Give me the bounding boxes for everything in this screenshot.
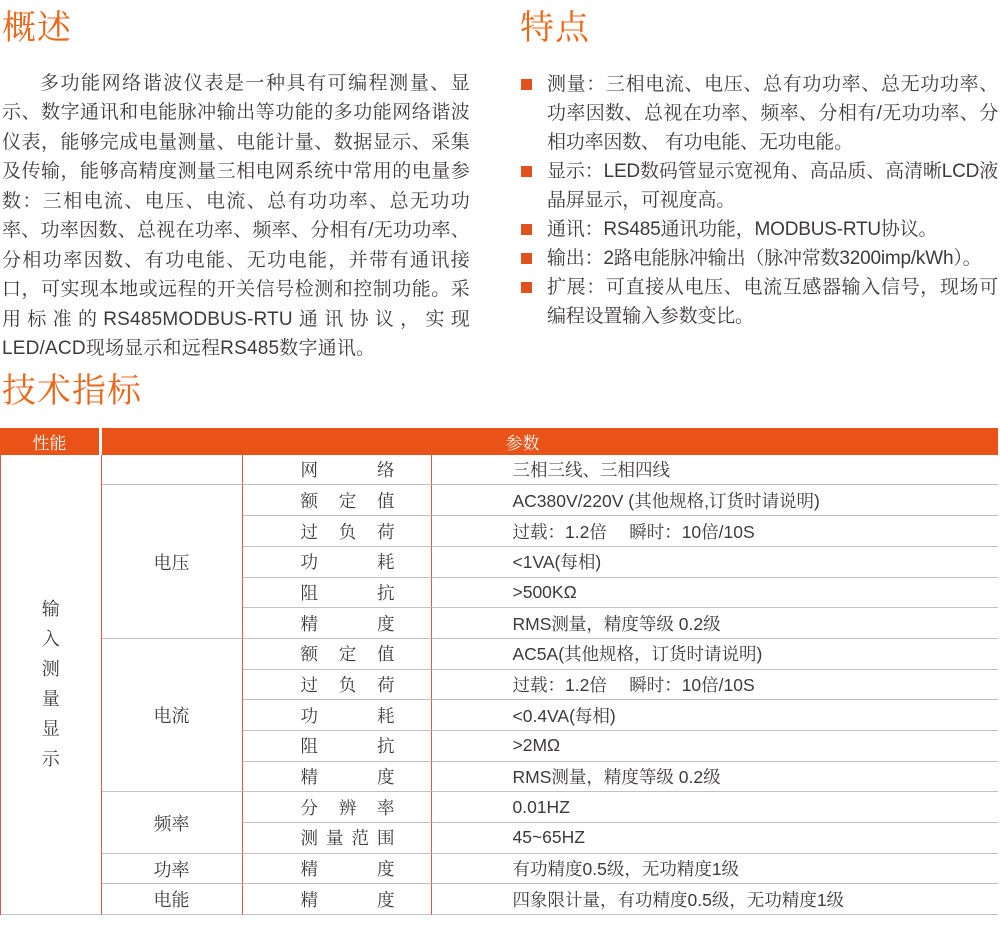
spec-table-header <box>0 428 998 455</box>
table-row <box>243 731 999 762</box>
param-label: 过负荷 <box>300 674 395 695</box>
value-cell <box>432 639 999 670</box>
param-label: 精度 <box>300 767 395 788</box>
features-title: 特点 <box>520 9 590 47</box>
table-row <box>243 700 999 731</box>
row-group-label-char: 输 <box>41 598 60 619</box>
specs-title: 技术指标 <box>2 372 142 410</box>
feature-item <box>520 157 998 215</box>
category-cell <box>102 485 243 638</box>
table-row <box>243 670 999 701</box>
param-cell <box>243 854 432 885</box>
value-text: 0.01HZ <box>512 796 570 817</box>
spec-rows <box>243 455 999 486</box>
param-label: 过负荷 <box>300 521 395 542</box>
param-cell <box>243 700 432 731</box>
param-label: 额定值 <box>300 644 395 665</box>
param-cell <box>243 547 432 578</box>
table-row <box>243 547 999 578</box>
category-label: 电流 <box>153 706 190 727</box>
spec-rows <box>243 884 999 915</box>
param-label: 功耗 <box>300 705 395 726</box>
param-cell <box>243 762 432 793</box>
param-label: 额定值 <box>300 490 395 511</box>
param-label: 精度 <box>300 889 395 910</box>
value-text: RMS测量，精度等级 0.2级 <box>512 613 721 634</box>
features-section <box>520 8 998 358</box>
row-group-cell <box>1 455 102 915</box>
category-cell <box>102 854 243 885</box>
feature-text: 测量：三相电流、电压、总有功功率、总无功功率、功率因数、总视在功率、频率、分相有/无功功率、分相功率因数、 有功电能、无功电能。 <box>547 73 998 153</box>
value-text: 有功精度0.5级，无功精度1级 <box>512 859 740 880</box>
param-label: 精度 <box>300 613 395 634</box>
param-cell <box>243 823 432 854</box>
param-cell <box>243 731 432 762</box>
bullet-square-icon <box>521 282 532 293</box>
value-cell <box>432 700 999 731</box>
row-group-label-char: 显 <box>41 718 60 739</box>
param-cell <box>243 670 432 701</box>
row-group-label-char: 量 <box>41 688 60 709</box>
param-label: 测量范围 <box>300 828 395 849</box>
category-label: 电能 <box>153 890 190 911</box>
spec-group <box>102 792 999 853</box>
spec-group <box>102 854 999 885</box>
param-cell <box>243 884 432 915</box>
category-label: 电压 <box>153 552 190 573</box>
value-text: AC5A(其他规格，订货时请说明) <box>512 644 763 665</box>
value-cell <box>432 608 999 639</box>
table-row <box>243 823 999 854</box>
value-cell <box>432 547 999 578</box>
table-row <box>243 455 999 486</box>
table-row <box>243 485 999 516</box>
feature-text: 输出：2路电能脉冲输出（脉冲常数3200imp/kWh）。 <box>547 247 982 269</box>
value-text: <0.4VA(每相) <box>512 705 616 726</box>
row-group-label-char: 入 <box>41 628 60 649</box>
header-cell-performance: 性能 <box>0 428 102 455</box>
spec-group <box>102 639 999 792</box>
param-cell <box>243 516 432 547</box>
value-text: 过载：1.2倍 瞬时：10倍/10S <box>512 674 755 695</box>
spec-rows <box>243 792 999 853</box>
value-cell <box>432 670 999 701</box>
feature-item <box>520 273 998 331</box>
feature-text: 显示：LED数码管显示宽视角、高品质、高清晰LCD液晶屏显示，可视度高。 <box>547 160 998 211</box>
category-cell <box>102 884 243 915</box>
value-cell <box>432 823 999 854</box>
overview-section <box>2 8 470 358</box>
param-label: 阻抗 <box>300 736 395 757</box>
value-text: 四象限计量，有功精度0.5级，无功精度1级 <box>512 889 845 910</box>
value-text: RMS测量，精度等级 0.2级 <box>512 767 721 788</box>
category-cell <box>102 792 243 853</box>
feature-text: 通讯：RS485通讯功能，MODBUS-RTU协议。 <box>547 218 938 240</box>
value-cell <box>432 485 999 516</box>
spec-table-body <box>0 455 998 915</box>
feature-text: 扩展：可直接从电压、电流互感器输入信号，现场可编程设置输入参数变比。 <box>547 276 998 327</box>
param-label: 分辨率 <box>300 797 395 818</box>
table-row <box>243 639 999 670</box>
param-label: 功耗 <box>300 552 395 573</box>
category-cell <box>102 639 243 792</box>
feature-item <box>520 244 998 273</box>
bullet-square-icon <box>521 79 532 90</box>
row-group-vertical-label <box>42 600 60 769</box>
feature-item <box>520 215 998 244</box>
value-text: 三相三线、三相四线 <box>512 460 670 481</box>
header-cell-parameters: 参数 <box>505 433 540 453</box>
value-cell <box>432 516 999 547</box>
specs-section <box>0 371 1000 915</box>
value-text: >2MΩ <box>512 735 561 756</box>
overview-title: 概述 <box>2 9 72 47</box>
row-group-label-char: 测 <box>41 658 60 679</box>
value-cell <box>432 884 999 915</box>
spec-group <box>102 884 999 915</box>
value-cell <box>432 762 999 793</box>
table-row <box>243 762 999 793</box>
spec-table <box>0 428 998 915</box>
spec-rows <box>243 639 999 792</box>
spec-group <box>102 455 999 486</box>
table-row <box>243 884 999 915</box>
top-section <box>0 0 1000 358</box>
param-cell <box>243 578 432 609</box>
param-cell <box>243 485 432 516</box>
param-cell <box>243 792 432 823</box>
param-label: 网络 <box>300 460 395 481</box>
spec-group <box>102 485 999 638</box>
param-cell <box>243 608 432 639</box>
category-label: 功率 <box>153 859 190 880</box>
value-cell <box>432 455 999 486</box>
row-group-label-char: 示 <box>41 748 60 769</box>
param-label: 阻抗 <box>300 582 395 603</box>
spec-groups <box>102 455 999 915</box>
category-label: 频率 <box>153 813 190 834</box>
param-cell <box>243 455 432 486</box>
overview-body: 多功能网络谐波仪表是一种具有可编程测量、显示、数字通讯和电能脉冲输出等功能的多功能网络谐波仪表，能够完成电量测量、电能计量、数据显示、采集及传输，能够高精度测量三相电网系统中常用的电量参数：三相电流、电压、电流、总有功功率、总无功功率、功率因数、总视在功率、频率、分相有/无功功率、分相功率因数、有功电能、无功电能，并带有通讯接口，可实现本地或远程的开关信号检测和控制功能。采用标准的RS485MODBUS-RTU通讯协议，实现LED/ACD现场显示和远程RS485数字通讯。 <box>2 72 470 358</box>
value-cell <box>432 854 999 885</box>
bullet-square-icon <box>521 253 532 264</box>
param-label: 精度 <box>300 859 395 880</box>
table-row <box>243 792 999 823</box>
spec-rows <box>243 485 999 638</box>
table-row <box>243 578 999 609</box>
category-cell <box>102 455 243 486</box>
value-text: <1VA(每相) <box>512 552 602 573</box>
bullet-square-icon <box>521 224 532 235</box>
param-cell <box>243 639 432 670</box>
bullet-square-icon <box>521 166 532 177</box>
value-cell <box>432 792 999 823</box>
features-list <box>520 70 998 331</box>
value-text: 过载：1.2倍 瞬时：10倍/10S <box>512 521 755 542</box>
table-row <box>243 608 999 639</box>
table-row <box>243 854 999 885</box>
spec-rows <box>243 854 999 885</box>
value-cell <box>432 731 999 762</box>
feature-item <box>520 70 998 157</box>
value-text: 45~65HZ <box>512 827 585 848</box>
value-text: >500KΩ <box>512 581 577 602</box>
value-cell <box>432 578 999 609</box>
table-row <box>243 516 999 547</box>
value-text: AC380V/220V (其他规格,订货时请说明) <box>512 490 820 511</box>
